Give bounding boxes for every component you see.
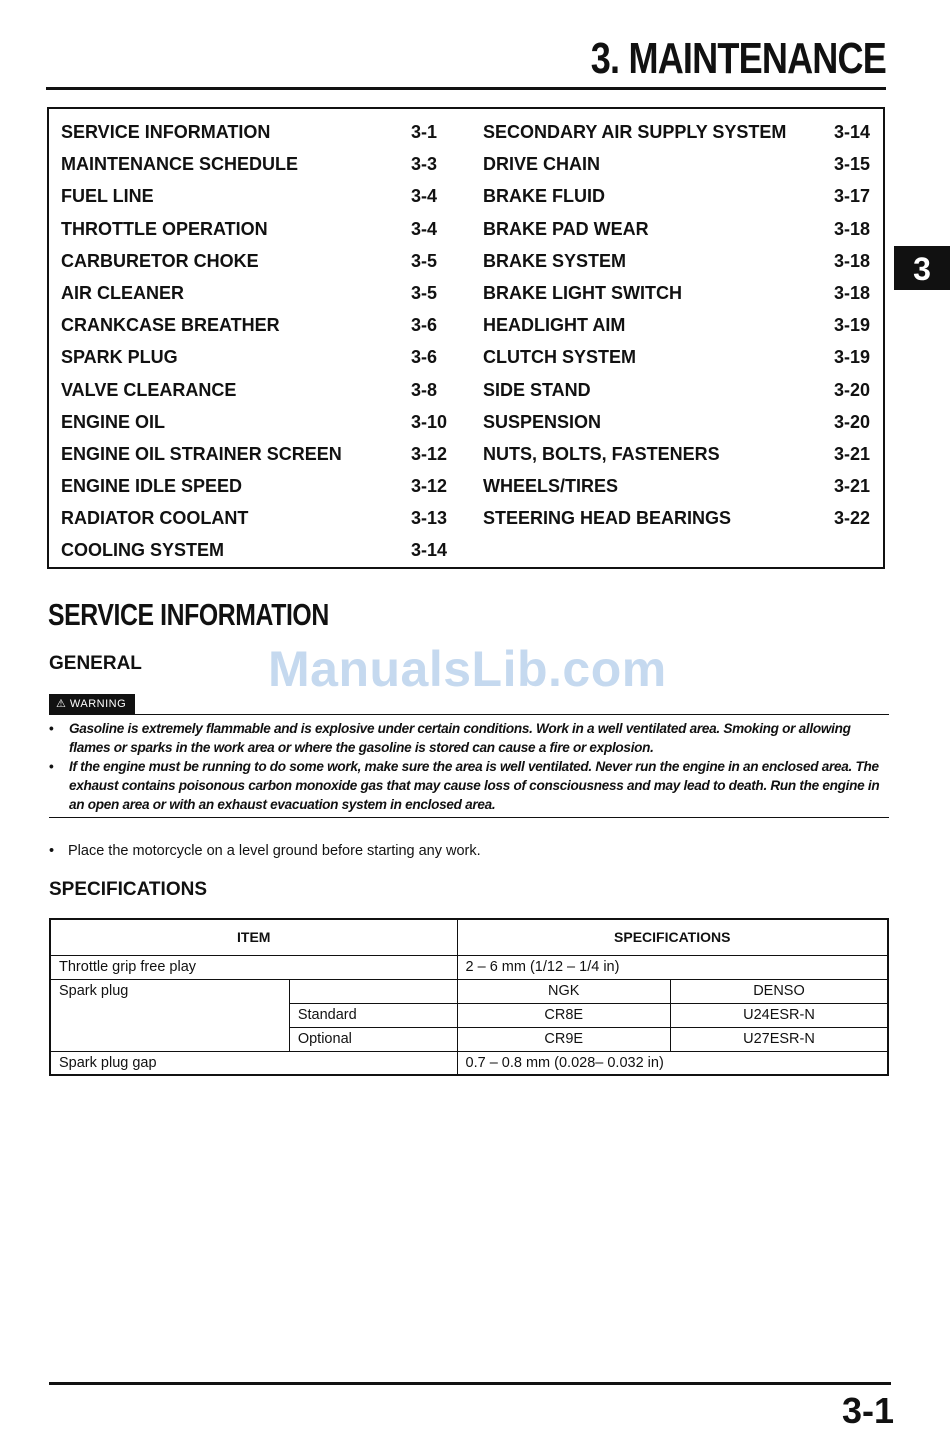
toc-entry-page: 3-3	[411, 154, 438, 175]
toc-entry-title: SECONDARY AIR SUPPLY SYSTEM	[483, 122, 787, 142]
gap-value: 0.7 – 0.8 mm (0.028– 0.032 in)	[457, 1051, 888, 1075]
toc-entry	[61, 151, 461, 183]
toc-entry	[61, 377, 461, 409]
toc-entry	[483, 216, 881, 248]
brand-ngk: NGK	[457, 979, 670, 1003]
standard-label: Standard	[289, 1003, 457, 1027]
toc-entry-title: CLUTCH SYSTEM	[483, 347, 636, 368]
standard-ngk: CR8E	[457, 1003, 670, 1027]
toc-entry	[483, 151, 881, 183]
table-row	[50, 919, 888, 955]
toc-left-column	[61, 119, 461, 570]
toc-entry-title: COOLING SYSTEM	[61, 540, 225, 561]
standard-denso: U24ESR-N	[670, 1003, 888, 1027]
toc-entry-page: 3-4	[411, 186, 438, 207]
toc-entry	[61, 409, 461, 441]
warning-bottom-rule	[49, 817, 889, 818]
toc-entry	[61, 505, 461, 537]
toc-entry	[483, 473, 881, 505]
toc-entry-title: BRAKE SYSTEM	[483, 250, 627, 271]
toc-entry-title: VALVE CLEARANCE	[61, 379, 237, 400]
warning-item: • Gasoline is extremely flammable and is explosive under certain conditions. Work in a well ventilated area. Smoking or allowing flames or sparks in the work area or where the gasoline is stored can cause a fire or explosion.	[49, 721, 851, 755]
toc-entry-page: 3-14	[834, 122, 871, 142]
toc-entry-title: WHEELS/TIRES	[483, 476, 619, 497]
top-rule	[46, 87, 886, 90]
toc-entry	[61, 183, 461, 215]
throttle-value: 2 – 6 mm (1/12 – 1/4 in)	[457, 955, 888, 979]
gap-label: Spark plug gap	[50, 1051, 457, 1075]
table-row	[50, 1051, 888, 1075]
toc-entry-page: 3-21	[834, 476, 871, 497]
toc-entry-title: MAINTENANCE SCHEDULE	[61, 154, 299, 175]
toc-entry-page: 3-19	[834, 315, 871, 336]
note-text: Place the motorcycle on a level ground before starting any work.	[68, 843, 481, 859]
toc-entry-title: BRAKE FLUID	[483, 186, 605, 207]
toc-entry	[483, 248, 881, 280]
table-of-contents	[47, 107, 885, 569]
toc-entry	[61, 312, 461, 344]
toc-entry	[483, 280, 881, 312]
spark-plug-label: Spark plug	[50, 979, 289, 1051]
section-title: SERVICE INFORMATION	[48, 597, 329, 632]
toc-entry	[483, 312, 881, 344]
header-item: ITEM	[50, 919, 457, 955]
toc-entry-title: RADIATOR COOLANT	[61, 508, 249, 529]
general-heading: GENERAL	[49, 653, 142, 674]
bottom-rule	[49, 1382, 891, 1385]
toc-entry-page: 3-12	[411, 476, 448, 497]
toc-entry-title: DRIVE CHAIN	[483, 154, 601, 175]
toc-entry	[61, 537, 461, 569]
toc-entry-title: AIR CLEANER	[61, 282, 185, 303]
toc-entry-page: 3-10	[411, 411, 448, 432]
note	[49, 842, 481, 860]
toc-entry-title: ENGINE OIL	[61, 411, 166, 432]
toc-entry	[483, 119, 881, 151]
toc-entry-page: 3-21	[834, 443, 871, 464]
toc-entry-page: 3-20	[834, 379, 871, 400]
toc-entry-title: BRAKE PAD WEAR	[483, 218, 649, 239]
toc-entry-page: 3-8	[411, 379, 438, 400]
toc-entry-page: 3-22	[834, 508, 871, 529]
toc-entry-page: 3-13	[411, 508, 448, 529]
toc-entry-page: 3-18	[834, 282, 871, 303]
toc-entry-page: 3-19	[834, 347, 871, 368]
toc-entry-page: 3-15	[834, 154, 871, 175]
table-row	[50, 979, 888, 1003]
toc-entry-page: 3-4	[411, 218, 438, 239]
warning-top-rule	[49, 714, 889, 715]
toc-entry-page: 3-18	[834, 250, 871, 271]
spacer-cell	[289, 979, 457, 1003]
toc-entry-page: 3-6	[411, 347, 438, 368]
toc-entry	[61, 441, 461, 473]
warning-list	[49, 719, 891, 814]
toc-entry-title: STEERING HEAD BEARINGS	[483, 508, 732, 529]
toc-entry	[483, 344, 881, 376]
toc-entry	[483, 441, 881, 473]
toc-entry-page: 3-12	[411, 443, 448, 464]
brand-denso: DENSO	[670, 979, 888, 1003]
header-specifications: SPECIFICATIONS	[457, 919, 888, 955]
toc-entry-title: SERVICE INFORMATION	[61, 122, 271, 142]
toc-entry-title: ENGINE OIL STRAINER SCREEN	[61, 443, 342, 464]
toc-entry	[61, 473, 461, 505]
toc-entry	[483, 183, 881, 215]
toc-entry	[61, 216, 461, 248]
throttle-label: Throttle grip free play	[50, 955, 457, 979]
toc-entry	[61, 248, 461, 280]
optional-denso: U27ESR-N	[670, 1027, 888, 1051]
toc-entry-page: 3-14	[411, 540, 448, 561]
bullet: •	[49, 843, 55, 859]
warning-badge: ⚠ WARNING	[49, 694, 135, 714]
toc-entry-title: BRAKE LIGHT SWITCH	[483, 282, 682, 303]
specifications-heading: SPECIFICATIONS	[49, 879, 207, 900]
toc-entry-page: 3-20	[834, 411, 871, 432]
toc-entry-page: 3-5	[411, 282, 438, 303]
toc-entry-title: SUSPENSION	[483, 411, 602, 432]
toc-entry-page: 3-1	[411, 122, 438, 142]
chapter-tab: 3	[894, 246, 950, 290]
toc-entry-title: CRANKCASE BREATHER	[61, 315, 280, 336]
warning-item: • If the engine must be running to do some work, make sure the area is well ventilated. Never run the engine in an enclosed area. The exhaust contains poisonous carbon monoxide gas that may cause loss of consciousness and may lead to death. Run the engine in an open area or with an exhaust evacuation system in enclosed area.	[49, 759, 880, 812]
page-number: 3-1	[841, 1390, 894, 1431]
watermark: ManualsLib.com	[268, 641, 667, 697]
toc-entry-title: ENGINE IDLE SPEED	[61, 476, 243, 497]
toc-entry-title: SIDE STAND	[483, 379, 591, 400]
toc-entry-title: FUEL LINE	[61, 186, 154, 207]
toc-entry	[483, 505, 881, 537]
chapter-title: 3. MAINTENANCE	[590, 34, 886, 83]
toc-entry-page: 3-18	[834, 218, 871, 239]
optional-ngk: CR9E	[457, 1027, 670, 1051]
toc-entry-title: CARBURETOR CHOKE	[61, 250, 259, 271]
specifications-table	[49, 918, 889, 1076]
toc-entry-title: THROTTLE OPERATION	[61, 218, 268, 239]
toc-entry-page: 3-17	[834, 186, 871, 207]
toc-entry	[483, 377, 881, 409]
toc-entry-page: 3-6	[411, 315, 438, 336]
optional-label: Optional	[289, 1027, 457, 1051]
toc-entry-page: 3-5	[411, 250, 438, 271]
toc-entry	[61, 280, 461, 312]
table-row	[50, 955, 888, 979]
toc-right-column	[483, 119, 881, 537]
toc-entry-title: HEADLIGHT AIM	[483, 315, 626, 336]
toc-entry	[61, 119, 461, 151]
toc-entry	[483, 409, 881, 441]
toc-entry	[61, 344, 461, 376]
toc-entry-title: NUTS, BOLTS, FASTENERS	[483, 443, 720, 464]
toc-entry-title: SPARK PLUG	[61, 347, 178, 368]
